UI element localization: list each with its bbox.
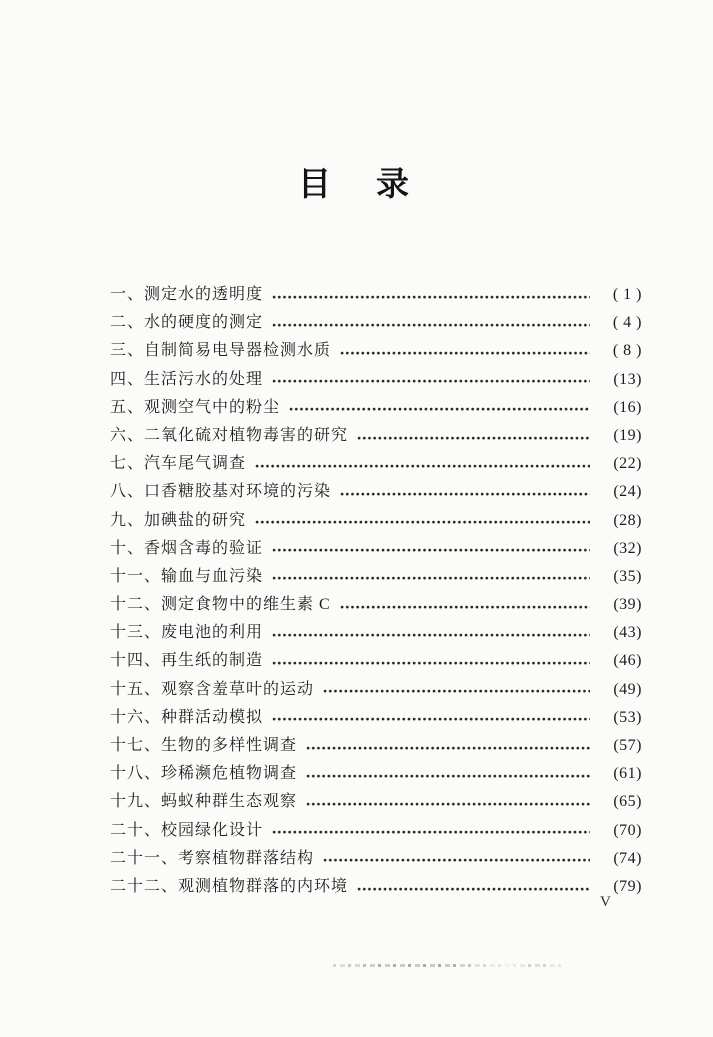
- toc-entry-page: (74): [613, 849, 642, 867]
- toc-entry-page: (65): [613, 793, 642, 811]
- toc-entry: [110, 591, 642, 619]
- toc-entry-label: 十六、种群活动模拟: [110, 708, 264, 726]
- toc-entry-label: 十一、输血与血污染: [110, 567, 264, 585]
- toc-entry-label: 五、观测空气中的粉尘: [110, 398, 281, 416]
- toc-entry-page: (13): [613, 370, 642, 388]
- toc-entry-page: (79): [613, 877, 642, 895]
- dot-leader: [306, 774, 590, 779]
- dot-leader: [272, 661, 590, 666]
- dot-leader: [323, 689, 590, 694]
- dot-leader: [306, 802, 590, 807]
- toc-entry: [110, 732, 642, 760]
- toc-entry-label: 二十二、观测植物群落的内环境: [110, 877, 349, 895]
- dot-leader: [272, 295, 590, 300]
- dot-leader: [357, 887, 590, 892]
- toc-entry: [110, 563, 642, 591]
- toc-entry-page: (49): [613, 680, 642, 698]
- page-title: 目 录: [298, 164, 415, 203]
- toc-entry: [110, 309, 642, 337]
- toc-entry: [110, 676, 642, 704]
- toc-entry: [110, 845, 642, 873]
- dot-leader: [323, 858, 590, 863]
- dot-leader: [306, 746, 590, 751]
- toc-entry: [110, 760, 642, 788]
- toc-entry-page: (22): [613, 455, 642, 473]
- toc-entry-page: (35): [613, 567, 642, 585]
- dot-leader: [272, 830, 590, 835]
- toc-entry: [110, 281, 642, 309]
- toc-entry-page: (61): [613, 765, 642, 783]
- dot-leader: [255, 520, 590, 525]
- toc-list: [110, 281, 642, 901]
- toc-entry-label: 三、自制简易电导器检测水质: [110, 342, 332, 360]
- toc-entry-label: 十四、再生纸的制造: [110, 652, 264, 670]
- toc-entry-page: (24): [613, 483, 642, 501]
- dot-leader: [340, 351, 590, 356]
- folio-page-number: V: [600, 894, 611, 910]
- toc-entry-page: (46): [613, 652, 642, 670]
- toc-entry-page: ( 1 ): [612, 286, 642, 303]
- toc-entry-label: 十七、生物的多样性调查: [110, 737, 298, 754]
- toc-entry-page: ( 4 ): [612, 314, 642, 332]
- toc-entry: [110, 817, 642, 845]
- toc-entry-page: (32): [613, 539, 642, 557]
- dot-leader: [340, 492, 590, 497]
- toc-entry: [110, 704, 642, 732]
- toc-entry-label: 十二、测定食物中的维生素 C: [110, 596, 331, 614]
- toc-entry-label: 四、生活污水的处理: [110, 370, 264, 388]
- dot-leader: [272, 379, 590, 384]
- toc-entry-page: (70): [613, 821, 642, 839]
- toc-entry-page: (57): [613, 737, 642, 754]
- toc-entry-label: 十九、蚂蚁种群生态观察: [110, 793, 298, 811]
- toc-entry-label: 六、二氧化硫对植物毒害的研究: [110, 426, 349, 444]
- toc-entry-label: 十八、珍稀濒危植物调查: [110, 765, 298, 783]
- dot-leader: [340, 605, 590, 610]
- dot-leader: [357, 436, 590, 441]
- dot-leader: [272, 717, 590, 722]
- toc-entry-label: 一、测定水的透明度: [110, 286, 264, 303]
- toc-entry-page: (39): [613, 596, 642, 614]
- toc-entry-page: (19): [613, 426, 642, 444]
- toc-entry: [110, 422, 642, 450]
- toc-entry-label: 八、口香糖胶基对环境的污染: [110, 483, 332, 501]
- dot-leader: [272, 576, 590, 581]
- toc-entry-label: 二十、校园绿化设计: [110, 821, 264, 839]
- toc-entry-page: (28): [613, 511, 642, 529]
- toc-entry: [110, 647, 642, 675]
- toc-entry-label: 十三、废电池的利用: [110, 624, 264, 642]
- toc-entry: [110, 366, 642, 394]
- dot-leader: [272, 548, 590, 553]
- toc-entry-page: (43): [613, 624, 642, 642]
- dot-leader: [289, 407, 590, 412]
- dot-leader: [272, 633, 590, 638]
- toc-entry: [110, 619, 642, 647]
- toc-entry-label: 二、水的硬度的测定: [110, 314, 264, 332]
- toc-entry: [110, 394, 642, 422]
- toc-entry-label: 二十一、考察植物群落结构: [110, 849, 315, 867]
- dot-leader: [272, 323, 590, 328]
- toc-entry-label: 十、香烟含毒的验证: [110, 539, 264, 557]
- dot-leader: [255, 464, 590, 469]
- toc-entry-label: 十五、观察含羞草叶的运动: [110, 680, 315, 698]
- toc-entry-page: (53): [613, 708, 642, 726]
- toc-entry: [110, 873, 642, 901]
- toc-entry: [110, 507, 642, 535]
- toc-entry-label: 九、加碘盐的研究: [110, 511, 247, 529]
- toc-entry-page: (16): [613, 398, 642, 416]
- toc-entry: [110, 450, 642, 478]
- toc-entry: [110, 535, 642, 563]
- toc-entry-label: 七、汽车尾气调查: [110, 455, 247, 473]
- toc-entry: [110, 478, 642, 506]
- toc-entry-page: ( 8 ): [612, 342, 642, 360]
- toc-entry: [110, 788, 642, 816]
- scan-artifact: [333, 964, 561, 967]
- toc-entry: [110, 337, 642, 365]
